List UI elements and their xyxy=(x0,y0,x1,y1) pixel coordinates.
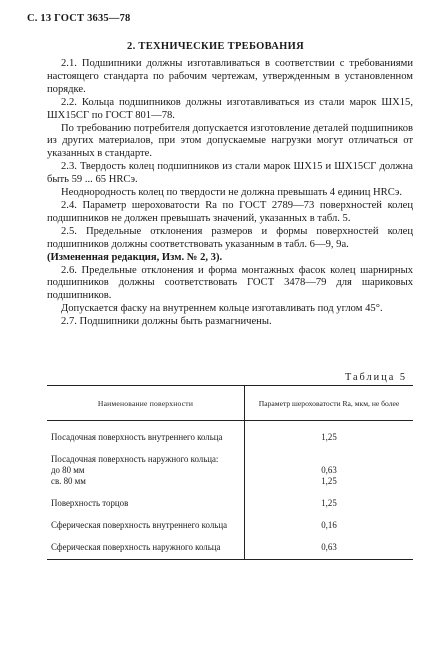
paragraph-2-5: 2.5. Предельные отклонения размеров и формы поверхностей колец подшипников должны соответствовать указанным в табл. 6—9, 9а. xyxy=(47,225,413,250)
table-cell-surface xyxy=(47,443,244,454)
table-cell-surface: Посадочная поверхность внутреннего кольца xyxy=(51,432,223,442)
table-body xyxy=(47,421,413,559)
table-cell-value: 0,63 xyxy=(321,465,337,475)
table-cell-value: 0,16 xyxy=(321,520,337,530)
table-cell-surface: св. 80 мм xyxy=(51,476,86,486)
table-cell-surface xyxy=(47,531,244,542)
body-text xyxy=(47,58,413,329)
table-cell-surface xyxy=(47,421,244,432)
table-cell-value xyxy=(245,531,413,542)
table-header-surface: Наименование поверхности xyxy=(47,386,245,420)
table-cell-surface: Сферическая поверхность наружного кольца xyxy=(51,542,221,552)
paragraph-2-6: 2.6. Предельные отклонения и форма монтажных фасок колец шарнирных подшипников должны соответствовать ГОСТ 3478—79 для шариковых подшипников. xyxy=(47,264,413,302)
table-cell-value xyxy=(245,487,413,498)
paragraph-2-6-note: Допускается фаску на внутреннем кольце изготавливать под углом 45°. xyxy=(61,303,383,315)
paragraph-2-2: 2.2. Кольца подшипников должны изготавливаться из стали марок ШХ15, ШХ15СГ по ГОСТ 801—78. xyxy=(47,96,413,121)
table-cell-value: 1,25 xyxy=(321,432,337,442)
table-cell-surface xyxy=(47,509,244,520)
table-cell-surface: до 80 мм xyxy=(51,465,85,475)
paragraph-2-4: 2.4. Параметр шероховатости Ra по ГОСТ 2789—73 поверхностей колец подшипников не должен превышать значений, указанных в табл. 5. xyxy=(47,199,413,224)
table-col-roughness xyxy=(245,421,413,559)
table-cell-surface xyxy=(47,487,244,498)
table-col-surface xyxy=(47,421,245,559)
table-cell-surface: Сферическая поверхность внутреннего кольца xyxy=(51,520,228,530)
table-caption: Таблица 5 xyxy=(344,372,407,383)
table-cell-value xyxy=(245,454,413,465)
amendment-note: (Измененная редакция, Изм. № 2, 3). xyxy=(47,251,223,263)
table-cell-value: 1,25 xyxy=(321,476,337,486)
roughness-table xyxy=(47,385,413,560)
table-cell-surface: Посадочная поверхность наружного кольца: xyxy=(51,454,219,464)
table-header-roughness: Параметр шероховатости Ra, мкм, не более xyxy=(258,398,400,408)
table-cell-value: 0,63 xyxy=(321,542,337,552)
paragraph-2-3-note: Неоднородность колец по твердости не должна превышать 4 единиц HRCэ. xyxy=(61,187,403,199)
table-header-row xyxy=(47,386,413,421)
table-cell-value: 1,25 xyxy=(321,498,337,508)
paragraph-2-7: 2.7. Подшипники должны быть размагничены. xyxy=(61,316,272,328)
table-cell-value xyxy=(245,443,413,454)
page-header: С. 13 ГОСТ 3635—78 xyxy=(27,13,131,24)
table-cell-value xyxy=(245,421,413,432)
section-title: 2. ТЕХНИЧЕСКИЕ ТРЕБОВАНИЯ xyxy=(127,41,304,52)
paragraph-2-1: 2.1. Подшипники должны изготавливаться в соответствии с требованиями настоящего стандарта по рабочим чертежам, утвержденным в установленном порядке. xyxy=(47,58,413,95)
table-cell-surface: Поверхность торцов xyxy=(51,498,129,508)
paragraph-2-3: 2.3. Твердость колец подшипников из стали марок ШХ15 и ШХ15СГ должна быть 59 ... 65 HRCэ. xyxy=(47,161,413,186)
paragraph-2-2-note: По требованию потребителя допускается изготовление деталей подшипников из других материалов, при этом допускаемые нагрузки могут отличаться от указанных в стандарте. xyxy=(47,122,413,160)
table-cell-value xyxy=(245,509,413,520)
